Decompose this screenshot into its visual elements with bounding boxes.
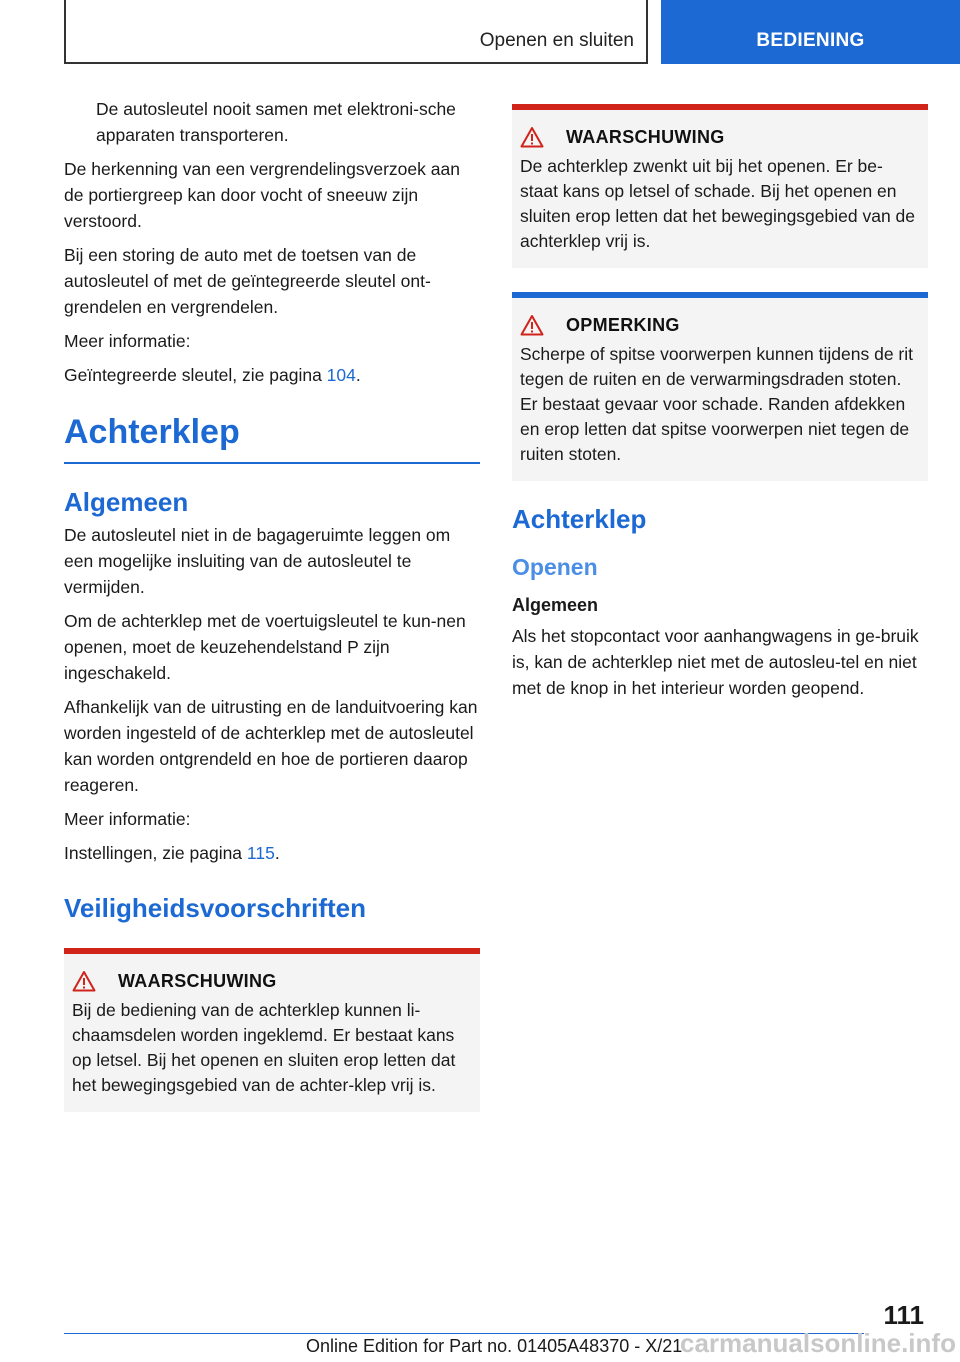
footer-edition: Online Edition for Part no. 01405A48370 - X/21 <box>306 1336 683 1356</box>
subsection-heading: Openen <box>512 554 598 580</box>
warning-body: De achterklep zwenkt uit bij het openen. Er be-staat kans op letsel of schade. Bij het openen en sluiten erop letten dat het bewegingsgebied van de achterklep vrij is. <box>520 156 916 251</box>
warning-title: WAARSCHUWING <box>566 126 725 147</box>
chapter-title: Achterklep <box>64 412 480 464</box>
paragraph: De herkenning van een vergrendelingsverzoek aan de portiergreep kan door vocht of sneeuw zijn verstoord. <box>64 159 460 231</box>
warning-box <box>512 104 928 268</box>
notice-header <box>72 970 472 992</box>
reference-end: . <box>274 843 280 863</box>
section-heading: Algemeen <box>64 487 189 517</box>
watermark: carmanualsonline.info <box>680 1328 956 1358</box>
notice-header <box>520 126 920 148</box>
page-number: 111 <box>883 1300 924 1330</box>
section-heading: Achterklep <box>512 504 647 534</box>
page-link[interactable]: 115 <box>246 843 275 863</box>
note-title: OPMERKING <box>566 314 680 335</box>
warning-box <box>64 948 480 1112</box>
page-reference <box>64 840 480 866</box>
warning-title: WAARSCHUWING <box>118 970 277 991</box>
note-box <box>512 292 928 481</box>
page-link[interactable]: 104 <box>326 365 356 385</box>
reference-text: Instellingen, zie pagina <box>64 843 247 863</box>
header-chapter-tab: BEDIENING <box>661 0 960 64</box>
more-info-label: Meer informatie: <box>64 809 191 829</box>
warning-triangle-icon <box>520 126 544 148</box>
minor-heading: Algemeen <box>512 595 599 615</box>
left-column <box>64 96 480 1112</box>
warning-body: Bij de bediening van de achterklep kunnen li-chaamsdelen worden ingeklemd. Er bestaat kans op letsel. Bij het openen en sluiten erop letten dat het bewegingsgebied van de achter-klep vrij is. <box>72 1000 456 1095</box>
header-section-box <box>64 0 648 64</box>
note-body: Scherpe of spitse voorwerpen kunnen tijdens de rit tegen de ruiten en de verwarmingsdraden stoten. Er bestaat gevaar voor schade. Randen afdekken en erop letten dat spitse voorwerpen niet tegen de ruiten stoten. <box>520 344 914 464</box>
paragraph: Bij een storing de auto met de toetsen van de autosleutel of met de geïntegreerde sleutel ont-grendelen en vergrendelen. <box>64 245 431 317</box>
page-reference <box>64 362 480 388</box>
section-heading: Veiligheidsvoorschriften <box>64 893 366 923</box>
intro-indented-text: De autosleutel nooit samen met elektroni-sche apparaten transporteren. <box>96 99 456 145</box>
right-column <box>512 80 928 709</box>
warning-triangle-icon <box>72 970 96 992</box>
reference-text: Geïntegreerde sleutel, zie pagina <box>64 365 327 385</box>
paragraph: Als het stopcontact voor aanhangwagens in ge-bruik is, kan de achterklep niet met de autosleu-tel en niet met de knop in het interieur worden geopend. <box>512 626 919 698</box>
warning-triangle-icon <box>520 314 544 336</box>
paragraph: Afhankelijk van de uitrusting en de landuitvoering kan worden ingesteld of de achterklep met de autosleutel kan worden ontgrendeld en hoe de portieren daarop reageren. <box>64 697 478 795</box>
paragraph: De autosleutel niet in de bagageruimte leggen om een mogelijke insluiting van de autosleutel te vermijden. <box>64 525 451 597</box>
reference-end: . <box>355 365 361 385</box>
paragraph: Om de achterklep met de voertuigsleutel te kun-nen openen, moet de keuzehendelstand P zijn ingeschakeld. <box>64 611 466 683</box>
notice-header <box>520 314 920 336</box>
header-section-title: Openen en sluiten <box>479 30 634 51</box>
more-info-label: Meer informatie: <box>64 331 191 351</box>
